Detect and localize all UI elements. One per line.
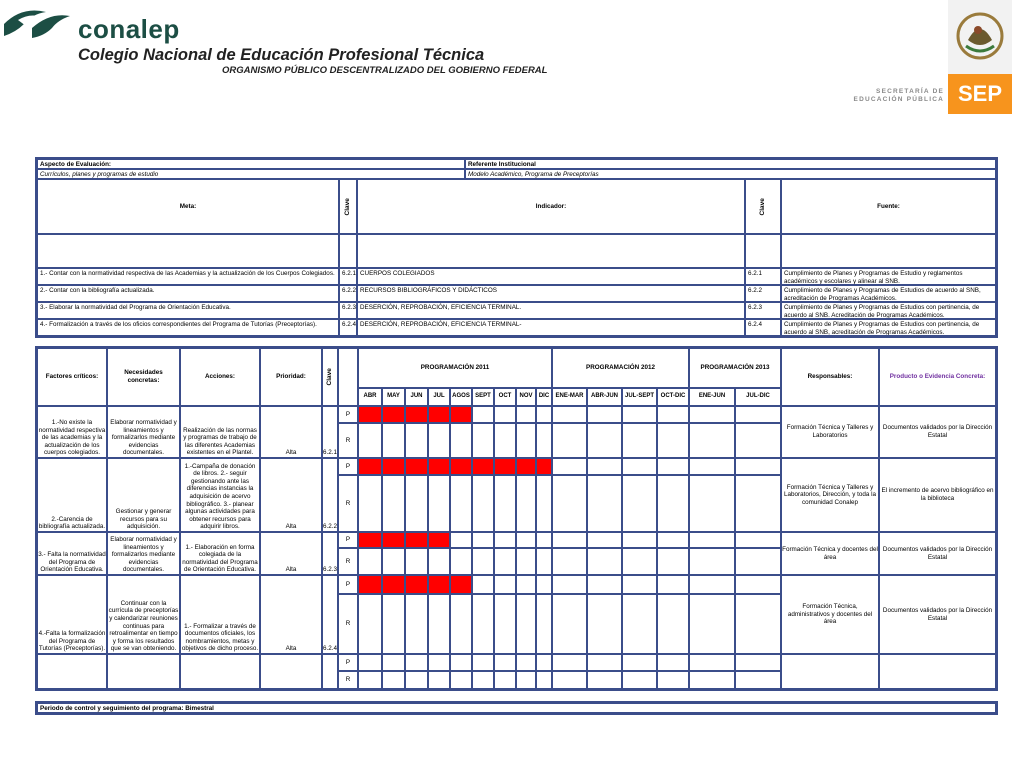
- brand-name: conalep: [78, 14, 180, 44]
- schedule-cell-real: [587, 671, 622, 689]
- schedule-cell-real: [622, 475, 657, 532]
- necesidad-cell: Elaborar normatividad y lineamientos y formalizarlos mediante evidencias documentales.: [107, 532, 180, 575]
- month-header: OCT-DIC: [657, 388, 689, 406]
- schedule-cell-real: [494, 475, 516, 532]
- responsables-cell: Formación Técnica y docentes del área: [781, 532, 879, 575]
- fuente-header: Fuente:: [781, 179, 996, 234]
- schedule-cell-real: [428, 594, 450, 654]
- schedule-cell-real: [450, 594, 472, 654]
- planned-row-label: P: [338, 458, 358, 475]
- schedule-cell-real: [552, 475, 587, 532]
- schedule-cell-real: [516, 423, 536, 458]
- indicador-cell: DESERCIÓN, REPROBACIÓN, EFICIENCIA TERMINAL-: [357, 319, 745, 336]
- schedule-cell-planned: [536, 654, 552, 671]
- schedule-cell-real: [735, 671, 781, 689]
- spacer-cell: [781, 234, 996, 268]
- schedule-cell-real: [450, 671, 472, 689]
- schedule-cell-planned: [516, 406, 536, 423]
- schedule-cell-planned: [428, 654, 450, 671]
- accion-cell: 1.- Formalizar a través de documentos oficiales, los nombramientos, metas y objetivos de dicho proceso.: [180, 575, 260, 654]
- prioridad-header: Prioridad:: [260, 348, 322, 406]
- college-name: Colegio Nacional de Educación Profesional Técnica: [78, 46, 485, 64]
- indicador-cell: CUERPOS COLEGIADOS: [357, 268, 745, 285]
- schedule-cell-real: [405, 475, 428, 532]
- schedule-cell-real: [516, 594, 536, 654]
- fuente-cell: Cumplimiento de Planes y Programas de Estudios de acuerdo al SNB, acreditación de Programas Académicos.: [781, 285, 996, 302]
- month-header: ABR: [358, 388, 382, 406]
- schedule-cell-planned: [494, 575, 516, 594]
- clave2-header-label: Clave: [759, 197, 767, 216]
- schedule-cell-real: [472, 594, 494, 654]
- planned-row-label: P: [338, 575, 358, 594]
- schedule-cell-real: [657, 548, 689, 575]
- acciones-header: Acciones:: [180, 348, 260, 406]
- schedule-cell-planned: [450, 654, 472, 671]
- schedule-cell-planned: [536, 532, 552, 548]
- indicador-header: Indicador:: [357, 179, 745, 234]
- schedule-cell-planned: [657, 654, 689, 671]
- schedule-cell-planned: [689, 654, 735, 671]
- schedule-cell-real: [494, 594, 516, 654]
- conalep-logo-icon: [2, 2, 72, 42]
- schedule-cell-real: [358, 423, 382, 458]
- empty-cell: [322, 654, 338, 689]
- schedule-cell-planned: [657, 575, 689, 594]
- month-header: DIC: [536, 388, 552, 406]
- schedule-cell-planned: [536, 406, 552, 423]
- spacer-cell: [339, 234, 357, 268]
- schedule-cell-real: [657, 475, 689, 532]
- organism-subtitle: ORGANISMO PÚBLICO DESCENTRALIZADO DEL GOBIERNO FEDERAL: [222, 65, 548, 76]
- month-header: JUL-DIC: [735, 388, 781, 406]
- necesidad-cell: Continuar con la currícula de preceptorías y calendarizar reuniones continuas para retroalimentar en tiempo y forma los resultados que se van obteniendo.: [107, 575, 180, 654]
- sep-logo: SEP: [948, 74, 1012, 114]
- schedule-cell-real: [472, 423, 494, 458]
- pr-header: [338, 348, 358, 406]
- real-row-label: R: [338, 594, 358, 654]
- referente-label: Referente Institucional: [465, 159, 996, 169]
- month-header: ENE-MAR: [552, 388, 587, 406]
- prioridad-cell: Alta: [260, 458, 322, 532]
- prog-2011-header: PROGRAMACIÓN 2011: [358, 348, 552, 388]
- schedule-cell-planned: [494, 532, 516, 548]
- schedule-cell-real: [382, 548, 405, 575]
- schedule-cell-planned: [405, 654, 428, 671]
- empty-cell: [107, 654, 180, 689]
- clave-cell: 6.2.1: [339, 268, 357, 285]
- schedule-cell-planned: [622, 406, 657, 423]
- schedule-cell-real: [689, 671, 735, 689]
- schedule-cell-planned: [516, 458, 536, 475]
- fuente-cell: Cumplimiento de Planes y Programas de Estudio y reglamentos académicos y escolares y alinear al SNB.: [781, 268, 996, 285]
- meta-header: Meta:: [37, 179, 339, 234]
- schedule-cell-real: [494, 423, 516, 458]
- fuente-cell: Cumplimiento de Planes y Programas de Estudios con pertinencia, de acuerdo al SNB, acreditación de Programas Académicos.: [781, 319, 996, 336]
- necesidad-cell: Elaborar normatividad y lineamientos y formalizarlos mediante evidencias documentales.: [107, 406, 180, 458]
- schedule-cell-planned: [450, 575, 472, 594]
- month-header: JUL-SEPT: [622, 388, 657, 406]
- schedule-cell-planned: [405, 532, 428, 548]
- meta-cell: 4.- Formalización a través de los oficios correspondientes del Programa de Tutorías (Preceptorías).: [37, 319, 339, 336]
- sep-line-2: EDUCACIÓN PÚBLICA: [853, 96, 944, 103]
- month-header: AGOS: [450, 388, 472, 406]
- schedule-cell-real: [536, 594, 552, 654]
- factor-cell: 4.-Falta la formalización del Programa de Tutorías (Preceptorías).: [37, 575, 107, 654]
- clave2-cell: 6.2.2: [745, 285, 781, 302]
- schedule-cell-planned: [428, 458, 450, 475]
- schedule-cell-real: [428, 548, 450, 575]
- accion-cell: Realización de las normas y programas de trabajo de las diferentes Academias existentes en el Plantel.: [180, 406, 260, 458]
- producto-cell: Documentos validados por la Dirección Estatal: [879, 532, 996, 575]
- schedule-cell-real: [536, 548, 552, 575]
- footer-box: [35, 701, 998, 715]
- schedule-cell-planned: [450, 406, 472, 423]
- schedule-cell-planned: [472, 654, 494, 671]
- schedule-cell-real: [358, 548, 382, 575]
- schedule-cell-real: [587, 475, 622, 532]
- schedule-cell-planned: [450, 532, 472, 548]
- planning-table: [35, 346, 998, 691]
- page-header: [0, 0, 1024, 118]
- schedule-cell-real: [552, 594, 587, 654]
- schedule-cell-real: [587, 594, 622, 654]
- aspect-label: Aspecto de Evaluación:: [37, 159, 465, 169]
- schedule-cell-real: [536, 671, 552, 689]
- schedule-cell-planned: [657, 532, 689, 548]
- schedule-cell-planned: [587, 458, 622, 475]
- schedule-cell-real: [735, 548, 781, 575]
- clave-header: [322, 348, 338, 406]
- schedule-cell-planned: [358, 406, 382, 423]
- schedule-cell-planned: [552, 458, 587, 475]
- schedule-cell-planned: [689, 458, 735, 475]
- factor-cell: 2.-Carencia de bibliografía actualizada.: [37, 458, 107, 532]
- schedule-cell-real: [428, 423, 450, 458]
- producto-cell: Documentos validados por la Dirección Estatal: [879, 575, 996, 654]
- clave-cell: 6.2.4: [339, 319, 357, 336]
- schedule-cell-real: [494, 548, 516, 575]
- real-row-label: R: [338, 548, 358, 575]
- indicador-cell: RECURSOS BIBLIOGRÁFICOS Y DIDÁCTICOS: [357, 285, 745, 302]
- schedule-cell-planned: [494, 458, 516, 475]
- schedule-cell-real: [450, 423, 472, 458]
- national-seal-icon: [948, 0, 1012, 74]
- planned-row-label: P: [338, 406, 358, 423]
- accion-cell: 1.- Elaboración en forma colegiada de la normatividad del Programa de Orientación Educativa.: [180, 532, 260, 575]
- schedule-cell-planned: [516, 532, 536, 548]
- schedule-cell-planned: [472, 458, 494, 475]
- schedule-cell-planned: [587, 654, 622, 671]
- schedule-cell-real: [657, 423, 689, 458]
- planned-row-label: P: [338, 532, 358, 548]
- schedule-cell-real: [382, 671, 405, 689]
- schedule-cell-real: [450, 548, 472, 575]
- empty-cell: [781, 654, 879, 689]
- month-header: SEPT: [472, 388, 494, 406]
- referente-value: Modelo Académico, Programa de Preceptorías: [465, 169, 996, 179]
- empty-cell: [260, 654, 322, 689]
- schedule-cell-real: [516, 548, 536, 575]
- real-row-label: R: [338, 475, 358, 532]
- responsables-cell: Formación Técnica y Talleres y Laboratorios: [781, 406, 879, 458]
- schedule-cell-planned: [382, 532, 405, 548]
- schedule-cell-real: [405, 423, 428, 458]
- clave-cell: 6.2.3: [322, 532, 338, 575]
- schedule-cell-planned: [552, 575, 587, 594]
- prioridad-cell: Alta: [260, 532, 322, 575]
- schedule-cell-real: [536, 423, 552, 458]
- schedule-cell-real: [689, 548, 735, 575]
- factores-header: Factores críticos:: [37, 348, 107, 406]
- sep-secretaria-text: [852, 88, 944, 104]
- schedule-cell-planned: [382, 575, 405, 594]
- schedule-cell-planned: [622, 575, 657, 594]
- producto-cell: El incremento de acervo bibliográfico en la biblioteca: [879, 458, 996, 532]
- schedule-cell-real: [552, 671, 587, 689]
- schedule-cell-real: [428, 475, 450, 532]
- schedule-cell-planned: [428, 406, 450, 423]
- schedule-cell-real: [382, 475, 405, 532]
- schedule-cell-real: [735, 594, 781, 654]
- schedule-cell-real: [735, 423, 781, 458]
- schedule-cell-planned: [689, 406, 735, 423]
- schedule-cell-planned: [657, 458, 689, 475]
- producto-cell: Documentos validados por la Dirección Estatal: [879, 406, 996, 458]
- footer-text: Periodo de control y seguimiento del programa: Bimestral: [37, 703, 996, 713]
- real-row-label: R: [338, 671, 358, 689]
- spacer-cell: [37, 234, 339, 268]
- schedule-cell-planned: [536, 575, 552, 594]
- clave-cell: 6.2.2: [322, 458, 338, 532]
- schedule-cell-planned: [494, 406, 516, 423]
- schedule-cell-planned: [428, 532, 450, 548]
- responsables-cell: Formación Técnica y Talleres y Laboratorios, Dirección, y toda la comunidad Conalep: [781, 458, 879, 532]
- schedule-cell-planned: [587, 575, 622, 594]
- spacer-cell: [357, 234, 745, 268]
- month-header: ABR-JUN: [587, 388, 622, 406]
- schedule-cell-planned: [382, 458, 405, 475]
- schedule-cell-planned: [622, 532, 657, 548]
- schedule-cell-planned: [735, 654, 781, 671]
- schedule-cell-real: [622, 423, 657, 458]
- schedule-cell-planned: [735, 406, 781, 423]
- meta-cell: 1.- Contar con la normatividad respectiva de las Academias y la actualización de los Cuerpos Colegiados.: [37, 268, 339, 285]
- meta-cell: 3.- Elaborar la normatividad del Programa de Orientación Educativa.: [37, 302, 339, 319]
- schedule-cell-real: [587, 548, 622, 575]
- schedule-cell-planned: [472, 575, 494, 594]
- schedule-cell-real: [689, 475, 735, 532]
- prog-2012-header: PROGRAMACIÓN 2012: [552, 348, 689, 388]
- schedule-cell-real: [472, 671, 494, 689]
- clave-cell: 6.2.3: [339, 302, 357, 319]
- spacer-cell: [745, 234, 781, 268]
- schedule-cell-real: [358, 671, 382, 689]
- schedule-cell-real: [450, 475, 472, 532]
- schedule-cell-planned: [536, 458, 552, 475]
- schedule-cell-real: [494, 671, 516, 689]
- schedule-cell-planned: [552, 654, 587, 671]
- clave-cell: 6.2.4: [322, 575, 338, 654]
- schedule-cell-planned: [735, 532, 781, 548]
- schedule-cell-planned: [358, 532, 382, 548]
- month-header: OCT: [494, 388, 516, 406]
- empty-cell: [37, 654, 107, 689]
- schedule-cell-planned: [358, 654, 382, 671]
- schedule-cell-planned: [552, 532, 587, 548]
- month-header: JUN: [405, 388, 428, 406]
- schedule-cell-planned: [450, 458, 472, 475]
- schedule-cell-planned: [516, 575, 536, 594]
- real-row-label: R: [338, 423, 358, 458]
- sep-line-1: SECRETARÍA DE: [876, 88, 944, 95]
- indicador-cell: DESERCIÓN, REPROBACIÓN, EFICIENCIA TERMINAL.: [357, 302, 745, 319]
- schedule-cell-planned: [516, 654, 536, 671]
- schedule-cell-real: [382, 594, 405, 654]
- clave2-cell: 6.2.4: [745, 319, 781, 336]
- schedule-cell-real: [552, 548, 587, 575]
- necesidad-cell: Gestionar y generar recursos para su adquisición.: [107, 458, 180, 532]
- schedule-cell-planned: [587, 532, 622, 548]
- fuente-cell: Cumplimiento de Planes y Programas de Estudios con pertinencia, de acuerdo al SNB. Acreditación de Programas Académicos.: [781, 302, 996, 319]
- clave2-cell: 6.2.3: [745, 302, 781, 319]
- schedule-cell-planned: [405, 406, 428, 423]
- clave-cell: 6.2.1: [322, 406, 338, 458]
- clave2-header: [745, 179, 781, 234]
- schedule-cell-planned: [428, 575, 450, 594]
- prog-2013-header: PROGRAMACIÓN 2013: [689, 348, 781, 388]
- schedule-cell-real: [516, 475, 536, 532]
- schedule-cell-planned: [405, 458, 428, 475]
- schedule-cell-real: [428, 671, 450, 689]
- empty-cell: [879, 654, 996, 689]
- planned-row-label: P: [338, 654, 358, 671]
- schedule-cell-real: [405, 594, 428, 654]
- schedule-cell-real: [405, 548, 428, 575]
- producto-header: Producto o Evidencia Concreta:: [879, 348, 996, 406]
- schedule-cell-real: [552, 423, 587, 458]
- schedule-cell-planned: [587, 406, 622, 423]
- month-header: NOV: [516, 388, 536, 406]
- schedule-cell-planned: [689, 532, 735, 548]
- schedule-cell-real: [657, 594, 689, 654]
- necesidades-header: Necesidades concretas:: [107, 348, 180, 406]
- schedule-cell-real: [516, 671, 536, 689]
- schedule-cell-real: [689, 594, 735, 654]
- schedule-cell-real: [358, 594, 382, 654]
- responsables-header: Responsables:: [781, 348, 879, 406]
- schedule-cell-planned: [405, 575, 428, 594]
- schedule-cell-real: [689, 423, 735, 458]
- schedule-cell-real: [735, 475, 781, 532]
- schedule-cell-planned: [358, 575, 382, 594]
- schedule-cell-planned: [622, 654, 657, 671]
- schedule-cell-planned: [472, 532, 494, 548]
- factor-cell: 1.-No existe la normatividad respectiva de las academias y la actualización de los cuerpos colegiados.: [37, 406, 107, 458]
- clave-cell: 6.2.2: [339, 285, 357, 302]
- empty-cell: [180, 654, 260, 689]
- clave2-cell: 6.2.1: [745, 268, 781, 285]
- schedule-cell-planned: [382, 654, 405, 671]
- schedule-cell-real: [358, 475, 382, 532]
- meta-cell: 2.- Contar con la bibliografía actualizada.: [37, 285, 339, 302]
- schedule-cell-planned: [689, 575, 735, 594]
- accion-cell: 1.-Campaña de donación de libros. 2.- seguir gestionando ante las diferencias instancias la adquisición de acervo bibliográfico. 3.- planear algunas actividades para obtener recursos para adquirir libros.: [180, 458, 260, 532]
- schedule-cell-real: [622, 594, 657, 654]
- schedule-cell-real: [587, 423, 622, 458]
- schedule-cell-real: [622, 548, 657, 575]
- clave-header: [339, 179, 357, 234]
- prioridad-cell: Alta: [260, 406, 322, 458]
- plan-clave-label: Clave: [326, 368, 334, 386]
- factor-cell: 3.- Falta la normatividad del Programa de Orientación Educativa.: [37, 532, 107, 575]
- schedule-cell-planned: [622, 458, 657, 475]
- schedule-cell-planned: [657, 406, 689, 423]
- month-header: MAY: [382, 388, 405, 406]
- schedule-cell-planned: [358, 458, 382, 475]
- schedule-cell-planned: [382, 406, 405, 423]
- aspect-value: Currículos, planes y programas de estudio: [37, 169, 465, 179]
- schedule-cell-real: [622, 671, 657, 689]
- schedule-cell-real: [472, 548, 494, 575]
- schedule-cell-planned: [552, 406, 587, 423]
- schedule-cell-real: [382, 423, 405, 458]
- schedule-cell-real: [472, 475, 494, 532]
- schedule-cell-real: [536, 475, 552, 532]
- evaluation-table: [35, 157, 998, 338]
- schedule-cell-planned: [735, 458, 781, 475]
- schedule-cell-real: [657, 671, 689, 689]
- clave-header-label: Clave: [344, 197, 352, 216]
- schedule-cell-planned: [494, 654, 516, 671]
- prioridad-cell: Alta: [260, 575, 322, 654]
- schedule-cell-planned: [472, 406, 494, 423]
- month-header: ENE-JUN: [689, 388, 735, 406]
- month-header: JUL: [428, 388, 450, 406]
- responsables-cell: Formación Técnica, administrativos y docentes del área: [781, 575, 879, 654]
- schedule-cell-real: [405, 671, 428, 689]
- schedule-cell-planned: [735, 575, 781, 594]
